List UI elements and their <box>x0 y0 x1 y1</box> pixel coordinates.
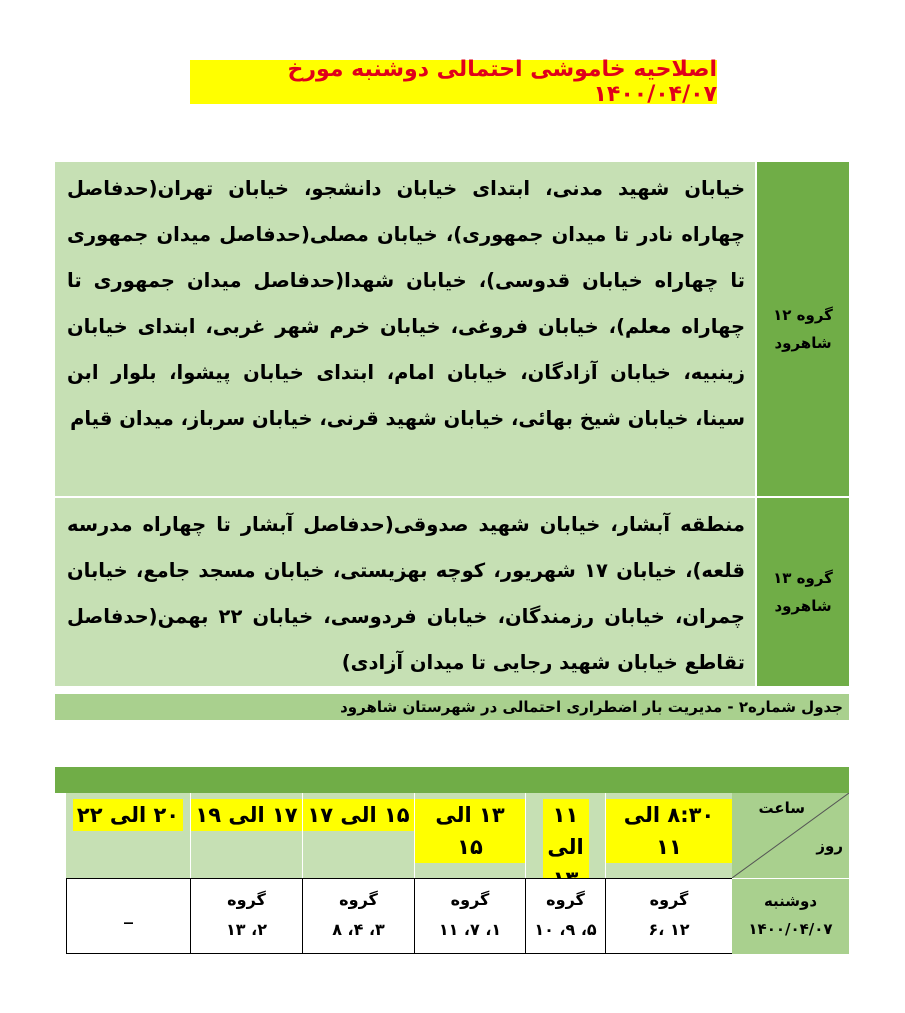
time-header <box>190 793 302 878</box>
time-slot: ۸:۳۰ الی ۱۱ <box>606 799 732 863</box>
group-cell-numbers: ۵، ۹، ۱۰ <box>534 920 597 939</box>
corner-day-label: روز <box>816 837 843 855</box>
day-date: ۱۴۰۰/۰۴/۰۷ <box>748 920 833 938</box>
group-cell-label: گروه <box>450 890 490 909</box>
group-city: شاهرود <box>774 597 832 615</box>
group-cell-label: گروه <box>227 890 266 909</box>
time-header <box>525 793 605 878</box>
group-cell <box>190 878 302 954</box>
corner-cell <box>732 793 849 878</box>
group-number: گروه ۱۲ <box>773 306 833 324</box>
group-cell <box>605 878 732 954</box>
group-cell <box>414 878 525 954</box>
time-slot: ۱۵ الی ۱۷ <box>303 799 413 831</box>
group-cell-label: گروه <box>339 890 378 909</box>
schedule-table <box>55 767 849 954</box>
area-streets: خیابان شهید مدنی، ابتدای خیابان دانشجو، خیابان تهران(حدفاصل چهاراه نادر تا میدان جمهوری)، خیابان مصلی(حدفاصل میدان جمهوری تا چهاراه خیابان قدوسی)، خیابان شهدا(حدفاصل میدان جمهوری تا چهاراه معلم)، خیابان فروغی، خیابان خرم شهر غربی، ابتدای خیابان زینبیه، خیابان آزادگان، خیابان امام، ابتدای خیابان پیشوا، بلوار ابن سینا، خیابان شیخ بهائی، خیابان شهید قرنی، خیابان سرباز، میدان قیام <box>55 162 755 496</box>
day-name: دوشنبه <box>763 892 818 910</box>
table-caption: جدول شماره۲ - مدیریت بار اضطراری احتمالی در شهرستان شاهرود <box>55 694 849 720</box>
time-slot-line1: ۱۱ الی <box>543 799 589 863</box>
time-header <box>414 793 525 878</box>
group-city: شاهرود <box>774 334 832 352</box>
schedule-top-bar <box>55 767 849 793</box>
time-slot: ۱۳ الی ۱۵ <box>415 799 525 863</box>
group-number: گروه ۱۳ <box>773 569 833 587</box>
area-streets: منطقه آبشار، خیابان شهید صدوقی(حدفاصل آبشار تا چهاراه مدرسه قلعه)، خیابان ۱۷ شهریور، کوچه بهزیستی، خیابان مسجد جامع، خیابان چمران، خیابان رزمندگان، خیابان فردوسی، خیابان ۲۲ بهمن(حدفاصل تقاطع خیابان شهید رجایی تا میدان آزادی) <box>55 498 755 686</box>
group-label <box>755 162 849 496</box>
group-cell-label: گروه <box>649 890 689 909</box>
group-label <box>755 498 849 686</box>
group-cell-numbers: ۱۲ ،۶ <box>648 920 690 939</box>
group-cell <box>525 878 605 954</box>
time-header <box>605 793 732 878</box>
group-cell-empty <box>66 878 190 954</box>
time-slot: ۲۰ الی ۲۲ <box>73 799 183 831</box>
area-row-group-12 <box>55 162 849 498</box>
day-cell <box>732 878 849 954</box>
group-cell-label: گروه <box>546 890 585 909</box>
page-title: اصلاحیه خاموشی احتمالی دوشنبه مورخ ۱۴۰۰/۰۴/۰۷ <box>190 60 717 104</box>
group-cell-numbers: ۲، ۱۳ <box>226 920 267 939</box>
area-row-group-13 <box>55 498 849 688</box>
group-cell-numbers: ۱، ۷، ۱۱ <box>438 920 502 939</box>
corner-hour-label: ساعت <box>758 799 805 817</box>
empty-dash: _ <box>124 904 133 925</box>
group-cell-numbers: ۳، ۴، ۸ <box>332 920 385 939</box>
schedule-header-row <box>55 793 849 878</box>
time-header <box>302 793 414 878</box>
areas-table <box>55 162 849 688</box>
group-cell <box>302 878 414 954</box>
schedule-body-row <box>55 878 849 954</box>
time-header <box>66 793 190 878</box>
time-slot: ۱۷ الی ۱۹ <box>191 799 301 831</box>
